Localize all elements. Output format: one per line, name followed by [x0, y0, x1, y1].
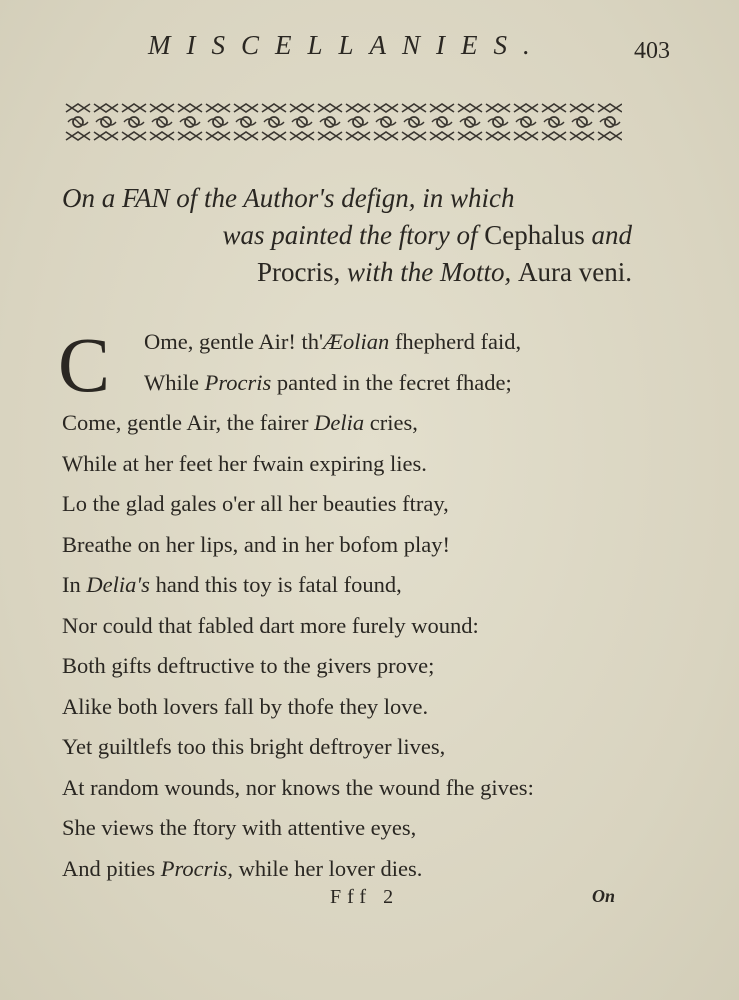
- verse-line: [62, 646, 652, 687]
- poem-title: [62, 180, 632, 291]
- verse-text: At random wounds, nor knows the wound fhe gives:: [62, 774, 534, 800]
- verse-text: Ome, gentle Air! th': [144, 329, 324, 354]
- title-cephalus: Cephalus: [484, 220, 585, 250]
- verse-text: In: [62, 572, 87, 597]
- verse-line: [62, 484, 652, 525]
- verse-line: [62, 808, 652, 849]
- verse-text: Yet guiltlefs too this bright deftroyer lives,: [62, 734, 446, 759]
- verse-text: Both gifts deftructive to the givers prove;: [62, 653, 435, 678]
- verse-text: Breathe on her lips, and in her bofom play!: [62, 531, 451, 557]
- verse-italic: Æolian: [323, 329, 390, 354]
- verse-text: Lo the glad gales o'er all her beauties ftray,: [62, 491, 449, 516]
- verse-text: Alike both lovers fall by thofe they love.: [62, 693, 429, 719]
- verse-italic: Delia's: [86, 572, 150, 597]
- verse-line: [62, 606, 652, 647]
- page-number: 403: [634, 38, 670, 64]
- verse-text: fhepherd faid,: [389, 329, 522, 354]
- verse-text: And pities: [62, 855, 161, 881]
- verse-line: [62, 363, 652, 404]
- verse-line: [62, 727, 652, 768]
- verse-text: While at her feet her fwain expiring lies.: [62, 450, 427, 476]
- verse-body: [62, 322, 652, 889]
- verse-line: [62, 525, 652, 566]
- verse-italic: Procris: [160, 855, 228, 881]
- verse-text: cries,: [364, 410, 418, 435]
- verse-line: [62, 768, 652, 809]
- catchword: On: [592, 886, 616, 906]
- verse-text: While: [144, 369, 205, 395]
- verse-text: Nor could that fabled dart more furely wound:: [62, 612, 479, 638]
- verse-line: [62, 687, 652, 728]
- title-motto: Aura veni.: [518, 257, 632, 287]
- running-head: MISCELLANIES.: [148, 30, 546, 60]
- verse-line: [62, 849, 652, 890]
- signature-mark: Fff 2: [330, 886, 400, 908]
- title-line-3b: with the Motto,: [340, 257, 519, 287]
- verse-text: hand this toy is fatal found,: [149, 572, 402, 597]
- verse-line: [62, 565, 652, 606]
- verse-text: , while her lover dies.: [227, 855, 423, 881]
- verse-italic: Delia: [314, 410, 365, 435]
- title-procris: Procris,: [257, 257, 341, 287]
- title-line-1: On a FAN of the Author's defign, in which: [62, 183, 515, 213]
- verse-line: [62, 444, 652, 485]
- title-line-2a: was painted the ftory of: [222, 220, 485, 250]
- drop-cap: C: [58, 321, 111, 408]
- verse-line: [62, 322, 652, 363]
- ornamental-headpiece: [64, 100, 622, 144]
- verse-italic: Procris: [204, 369, 272, 395]
- verse-text: panted in the fecret fhade;: [271, 369, 512, 395]
- title-line-2c: and: [584, 220, 632, 250]
- verse-text: She views the ftory with attentive eyes,: [62, 815, 417, 840]
- verse-line: [62, 403, 652, 444]
- verse-text: Come, gentle Air, the fairer: [62, 410, 315, 435]
